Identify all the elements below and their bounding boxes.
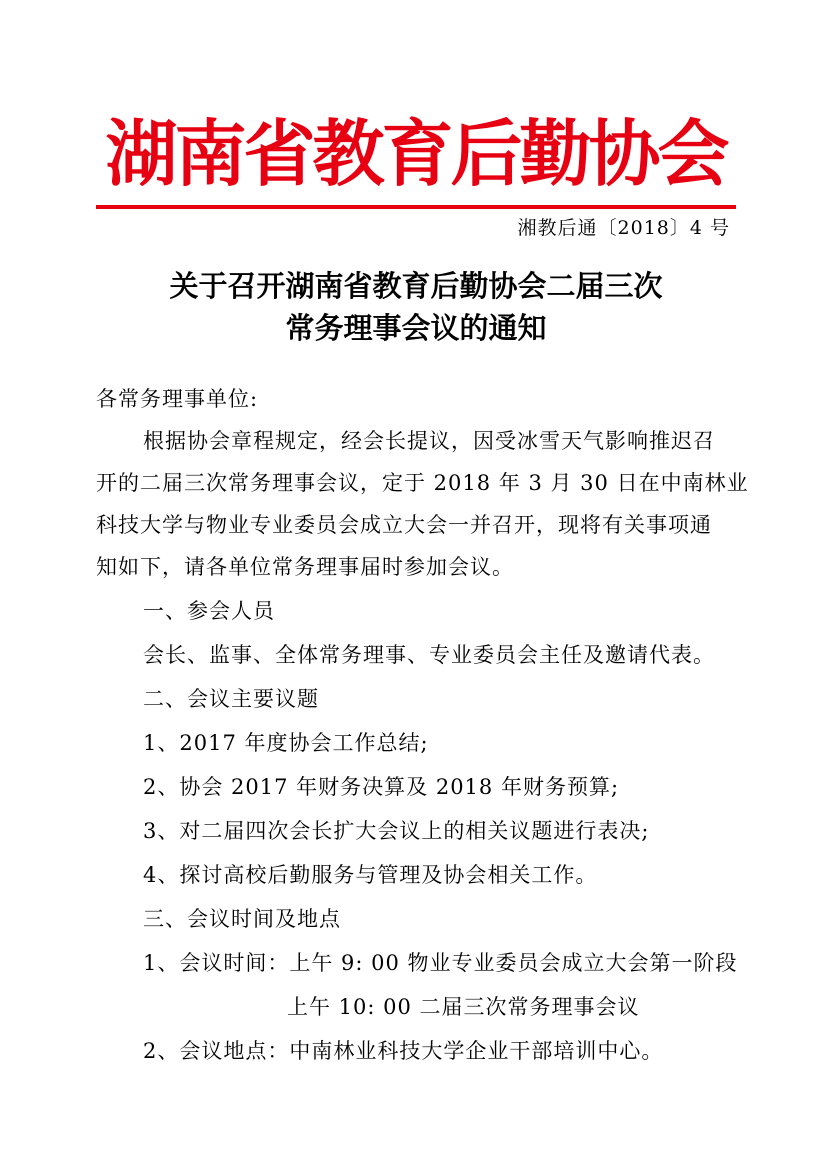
agenda-item-4: 4、探讨高校后勤服务与管理及协会相关工作。 [143, 863, 598, 887]
section-1-content: 会长、监事、全体常务理事、专业委员会主任及邀请代表。 [143, 643, 715, 667]
meeting-location: 2、会议地点：中南林业科技大学企业干部培训中心。 [143, 1039, 664, 1063]
document-number: 湘教后通〔2018〕4 号 [517, 217, 730, 239]
intro-paragraph-line-4: 知如下，请各单位常务理事届时参加会议。 [96, 555, 514, 579]
intro-paragraph-line-1: 根据协会章程规定，经会长提议，因受冰雪天气影响推迟召 [143, 429, 715, 453]
section-1-heading: 一、参会人员 [143, 599, 275, 623]
intro-paragraph-line-2: 开的二届三次常务理事会议，定于 2018 年 3 月 30 日在中南林业 [96, 471, 749, 495]
meeting-time-line-2: 上午 10: 00 二届三次常务理事会议 [287, 995, 640, 1019]
agenda-item-2: 2、协会 2017 年财务决算及 2018 年财务预算; [143, 775, 620, 799]
section-3-heading: 三、会议时间及地点 [143, 907, 341, 931]
red-divider-rule [96, 205, 736, 209]
intro-paragraph-line-3: 科技大学与物业专业委员会成立大会一并召开，现将有关事项通 [96, 513, 712, 537]
agenda-item-3: 3、对二届四次会长扩大会议上的相关议题进行表决; [143, 819, 650, 843]
agenda-item-1: 1、2017 年度协会工作总结; [143, 731, 429, 755]
notice-title-line-2: 常务理事会议的通知 [285, 311, 547, 345]
notice-title-line-1: 关于召开湖南省教育后勤协会二届三次 [169, 269, 663, 303]
meeting-time-line-1: 1、会议时间：上午 9: 00 物业专业委员会成立大会第一阶段 [143, 951, 738, 975]
salutation: 各常务理事单位: [96, 387, 259, 411]
section-2-heading: 二、会议主要议题 [143, 687, 319, 711]
masthead-title: 湖南省教育后勤协会 [105, 112, 727, 196]
